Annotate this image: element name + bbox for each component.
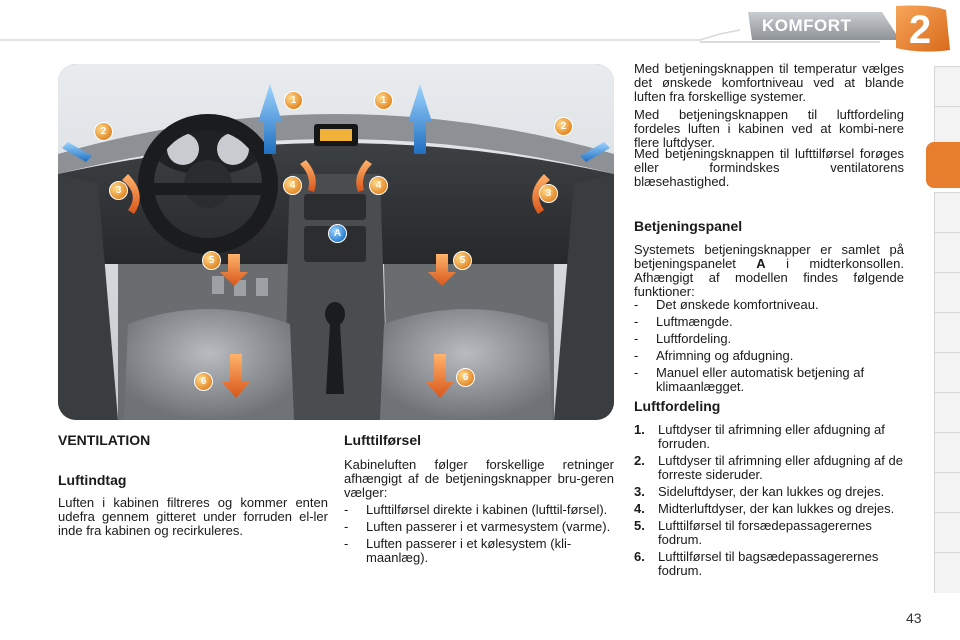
list-item: - Luften passerer i et kølesystem (kli-maanlæg). (344, 536, 572, 565)
luftfordeling-list (634, 423, 906, 581)
callout-6-left: 6 (194, 372, 213, 391)
callout-1-right: 1 (374, 91, 393, 110)
callout-1-left: 1 (284, 91, 303, 110)
chapter-tab[interactable] (934, 272, 960, 313)
betjeningspanel-list (634, 298, 906, 397)
callout-4-right: 4 (369, 176, 388, 195)
luftindtag-text: Luften i kabinen filtreres og kommer enten udefra gennem gitteret under forruden el-ler inde fra kabinen og recirkuleres. (58, 495, 328, 538)
chapter-title: KOMFORT (762, 16, 852, 35)
chapter-tab[interactable] (934, 232, 960, 273)
callout-3-right: 3 (539, 184, 558, 203)
list-item: - Afrimning og afdugning. (634, 348, 794, 363)
chapter-tabs (926, 66, 960, 586)
callout-4-left: 4 (283, 176, 302, 195)
list-item: 6. Lufttilførsel til bagsædepassagerernes fodrum. (634, 549, 879, 578)
callout-5-left: 5 (202, 251, 221, 270)
chapter-tab[interactable] (934, 432, 960, 473)
callout-3-left: 3 (109, 181, 128, 200)
chapter-tab[interactable] (934, 192, 960, 233)
chapter-tab-active[interactable] (926, 142, 960, 188)
callout-a-control-panel: A (328, 224, 347, 243)
subtitle-lufttilfoersel: Lufttilførsel (344, 432, 421, 448)
chapter-tab[interactable] (934, 392, 960, 433)
list-item: 3. Sideluftdyser, der kan lukkes og drejes. (634, 484, 885, 499)
subtitle-betjeningspanel: Betjeningspanel (634, 218, 743, 234)
list-item: - Manuel eller automatisk betjening af klimaanlægget. (634, 365, 865, 394)
chapter-tab[interactable] (934, 352, 960, 393)
lufttilfoersel-intro: Kabineluften følger forskellige retninger afhængigt af de betjeningsknapper bru-geren vælger: (344, 457, 614, 500)
chapter-number: 2 (908, 8, 932, 52)
page-number: 43 (906, 610, 922, 626)
lufttilfoersel-list (344, 503, 614, 568)
temperature-paragraph: Med betjeningsknappen til temperatur vælges det ønskede komfortniveau ved at blande luften fra forskellige systemer. (634, 61, 904, 104)
list-item: 1. Luftdyser til afrimning eller afdugning af forruden. (634, 422, 885, 451)
chapter-tab[interactable] (934, 512, 960, 553)
chapter-tab[interactable] (934, 106, 960, 147)
list-item: 5. Lufttilførsel til forsædepassagerernes fodrum. (634, 518, 872, 547)
callout-2-left: 2 (94, 122, 113, 141)
airflow-paragraph: Med betjeningsknappen til lufttilførsel forøges eller formindskes ventilatorens blæsehastighed. (634, 146, 904, 189)
callout-6-right: 6 (456, 368, 475, 387)
betjeningspanel-text: Systemets betjeningsknapper er samlet på betjeningspanelet A i midterkonsollen. Afhængigt af modellen findes følgende funktioner: (634, 242, 904, 299)
chapter-tab[interactable] (934, 66, 960, 107)
callout-2-right: 2 (554, 117, 573, 136)
list-item: - Luften passerer i et varmesystem (varme). (344, 519, 611, 534)
section-title-ventilation: VENTILATION (58, 432, 151, 448)
callout-5-right: 5 (453, 251, 472, 270)
page-header (0, 0, 960, 56)
distribution-paragraph: Med betjeningsknappen til luftfordeling fordeles luften i kabinen ved at kombi-nere flere luftdyser. (634, 107, 904, 150)
list-item: 4. Midterluftdyser, der kan lukkes og drejes. (634, 501, 895, 516)
list-item: - Lufttilførsel direkte i kabinen (lufttil-førsel). (344, 502, 608, 517)
chapter-tab[interactable] (934, 312, 960, 353)
list-item: 2. Luftdyser til afrimning eller afdugning af de forreste sideruder. (634, 453, 903, 482)
dashboard-illustration (58, 64, 614, 420)
list-item: - Luftfordeling. (634, 331, 732, 346)
list-item: - Luftmængde. (634, 314, 733, 329)
chapter-tab[interactable] (934, 552, 960, 593)
subtitle-luftfordeling: Luftfordeling (634, 398, 721, 414)
list-item: - Det ønskede komfortniveau. (634, 297, 819, 312)
chapter-tab[interactable] (934, 472, 960, 513)
subtitle-luftindtag: Luftindtag (58, 472, 127, 488)
